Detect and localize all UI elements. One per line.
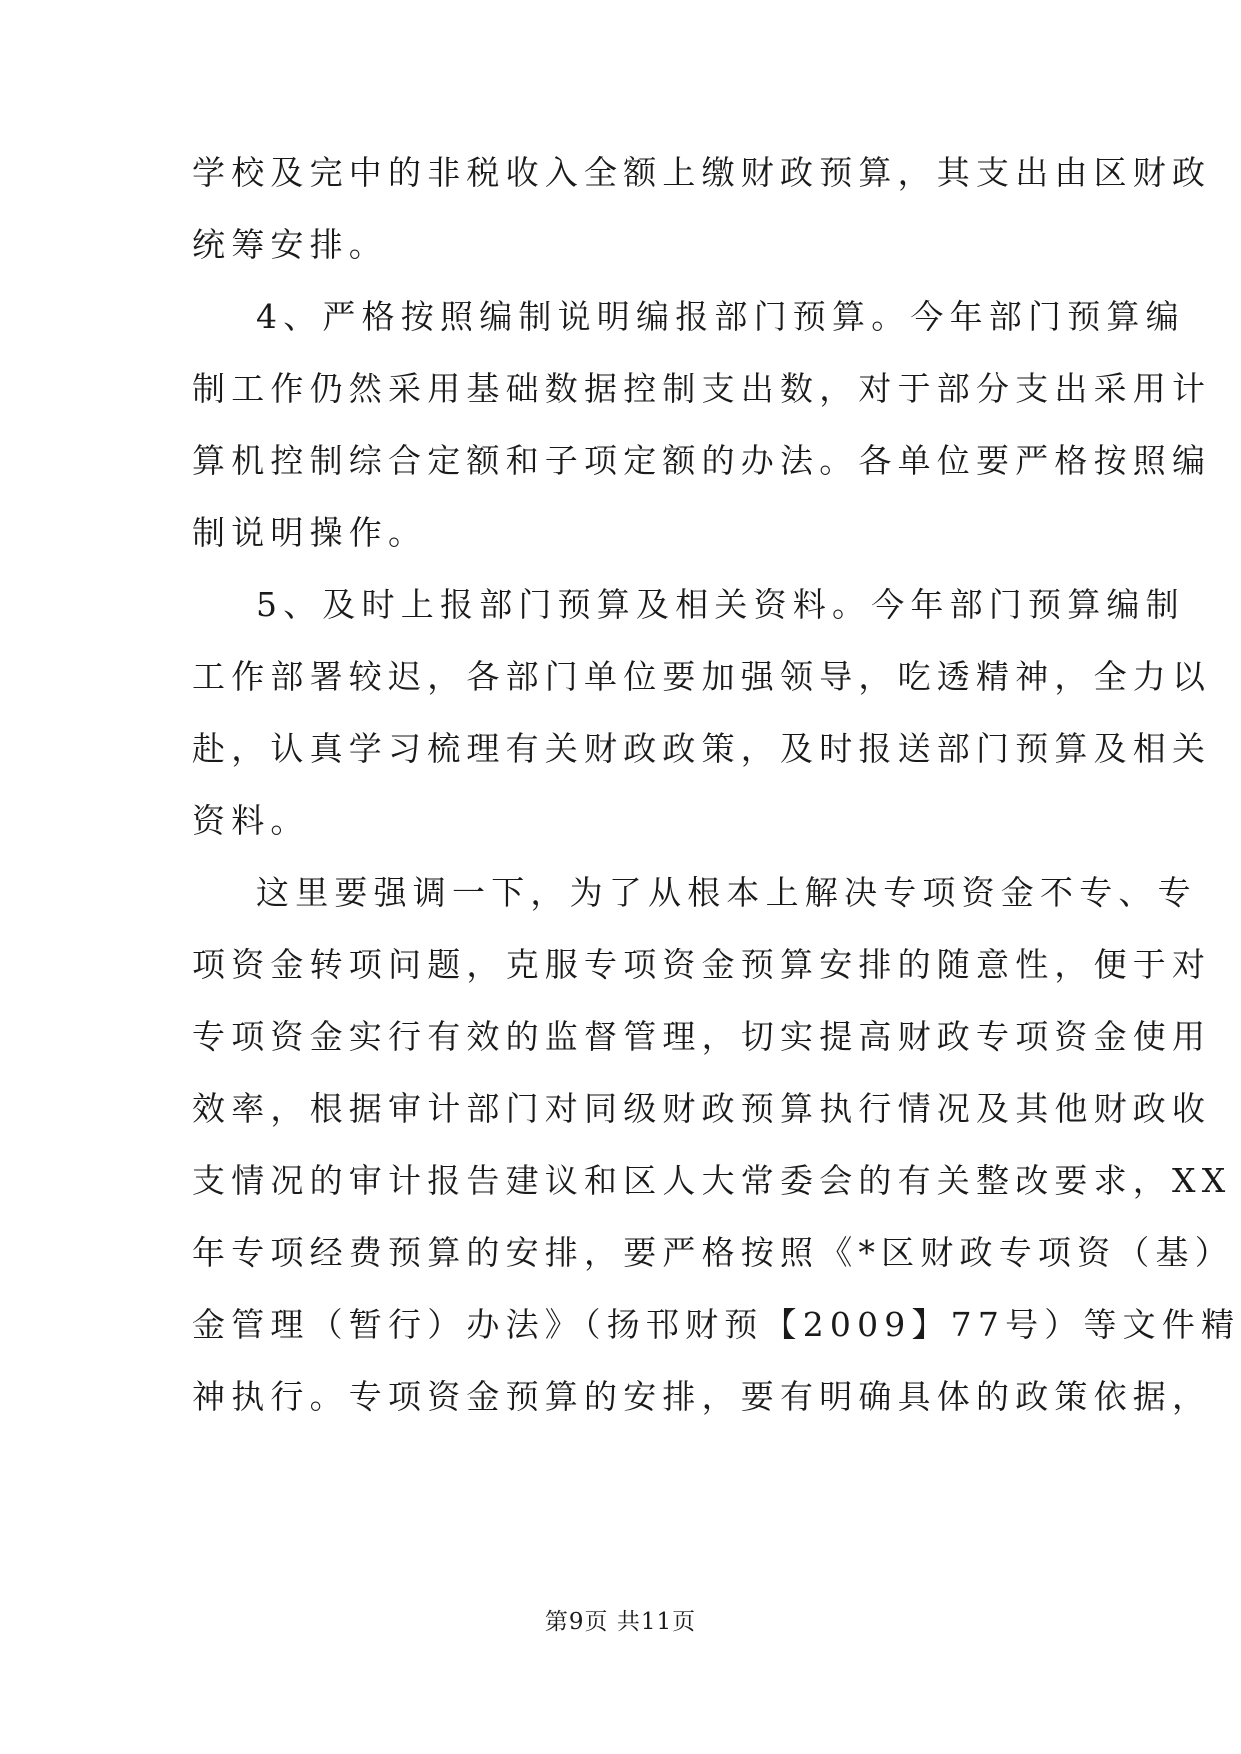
text-line: 项资金转项问题，克服专项资金预算安排的随意性，便于对 [192,945,1212,984]
text-line: 统筹安排。 [192,225,388,264]
text-line: 制说明操作。 [192,513,428,552]
text-line: 工作部署较迟，各部门单位要加强领导，吃透精神，全力以 [192,657,1212,696]
text-line: 资料。 [192,801,310,840]
text-line: 这里要强调一下，为了从根本上解决专项资金不专、专 [256,873,1197,912]
text-line: 学校及完中的非税收入全额上缴财政预算，其支出由区财政 [192,153,1212,192]
text-line: 神执行。专项资金预算的安排，要有明确具体的政策依据， [192,1377,1212,1416]
text-line: 5、及时上报部门预算及相关资料。今年部门预算编制 [256,585,1185,624]
text-line: 专项资金实行有效的监督管理，切实提高财政专项资金使用 [192,1017,1212,1056]
page-number-footer: 第9页 共11页 [544,1609,697,1635]
text-line: 制工作仍然采用基础数据控制支出数，对于部分支出采用计 [192,369,1212,408]
text-line: 效率，根据审计部门对同级财政预算执行情况及其他财政收 [192,1089,1212,1128]
text-line: 赴，认真学习梳理有关财政政策，及时报送部门预算及相关 [192,729,1212,768]
text-line: 算机控制综合定额和子项定额的办法。各单位要严格按照编 [192,441,1212,480]
text-line: 年专项经费预算的安排，要严格按照《*区财政专项资（基） [192,1233,1234,1272]
text-line: 支情况的审计报告建议和区人大常委会的有关整改要求，XX [192,1161,1232,1200]
text-line: 金管理（暂行）办法》（扬邗财预【2009】77号）等文件精 [192,1305,1241,1344]
text-line: 4、严格按照编制说明编报部门预算。今年部门预算编 [256,297,1185,336]
